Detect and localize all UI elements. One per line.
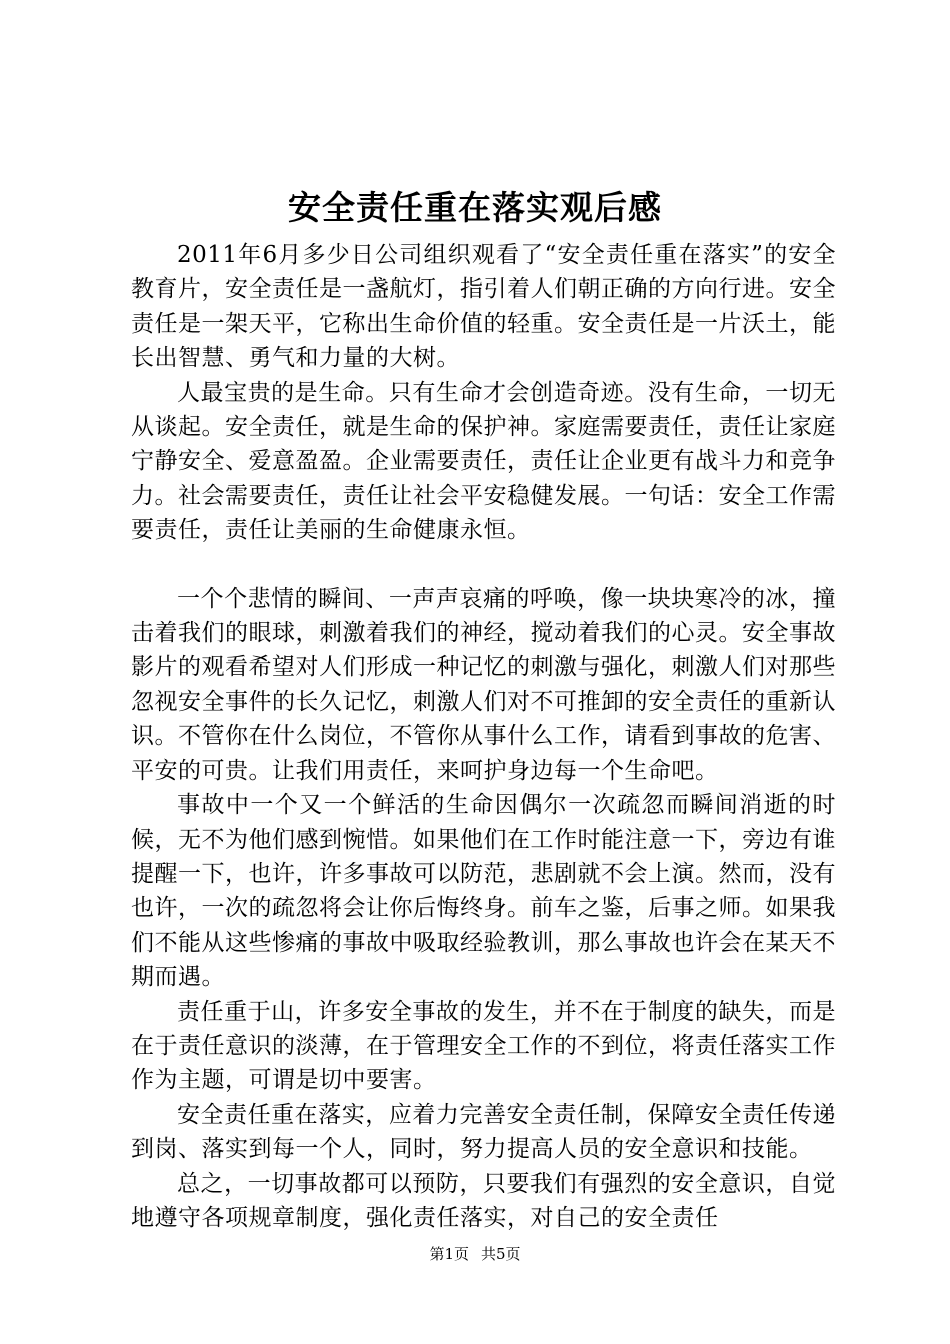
paragraph-4: 事故中一个又一个鲜活的生命因偶尔一次疏忽而瞬间消逝的时候，无不为他们感到惋惜。如果他们在工作时能注意一下，旁边有谁提醒一下，也许，许多事故可以防范，悲剧就不会上演。然而，没有也许，一次的疏忽将会让你后悔终身。前车之鉴，后事之师。如果我们不能从这些惨痛的事故中吸取经验教训，那么事故也许会在某天不期而遇。: [131, 792, 836, 991]
document-title: 安全责任重在落实观后感: [288, 188, 662, 227]
paragraph-1: 2011年6月多少日公司组织观看了“安全责任重在落实”的安全教育片，安全责任是一盏航灯，指引着人们朝正确的方向行进。安全责任是一架天平，它称出生命价值的轻重。安全责任是一片沃土，能长出智慧、勇气和力量的大树。: [131, 242, 836, 372]
paragraph-3: 一个个悲情的瞬间、一声声哀痛的呼唤，像一块块寒冷的冰，撞击着我们的眼球，刺激着我们的神经，搅动着我们的心灵。安全事故影片的观看希望对人们形成一种记忆的刺激与强化，刺激人们对那些忽视安全事件的长久记忆，刺激人们对不可推卸的安全责任的重新认识。不管你在什么岗位，不管你从事什么工作，请看到事故的危害、平安的可贵。让我们用责任，来呵护身边每一个生命吧。: [131, 585, 836, 784]
paragraph-7: 总之，一切事故都可以预防，只要我们有强烈的安全意识，自觉地遵守各项规章制度，强化责任落实，对自己的安全责任: [131, 1170, 836, 1231]
page-footer: [0, 1244, 950, 1264]
paragraph-6: 安全责任重在落实，应着力完善安全责任制，保障安全责任传递到岗、落实到每一个人，同时，努力提高人员的安全意识和技能。: [131, 1101, 836, 1163]
document-body: [131, 238, 836, 1235]
paragraph-2: 人最宝贵的是生命。只有生命才会创造奇迹。没有生命，一切无从谈起。安全责任，就是生命的保护神。家庭需要责任，责任让家庭宁静安全、爱意盈盈。企业需要责任，责任让企业更有战斗力和竞争力。社会需要责任，责任让社会平安稳健发展。一句话：安全工作需要责任，责任让美丽的生命健康永恒。: [131, 379, 836, 544]
page-total: 共5页: [481, 1245, 521, 1263]
paragraph-5: 责任重于山，许多安全事故的发生，并不在于制度的缺失，而是在于责任意识的淡薄，在于管理安全工作的不到位，将责任落实工作作为主题，可谓是切中要害。: [131, 998, 836, 1094]
page-number: 第1页: [429, 1245, 469, 1263]
